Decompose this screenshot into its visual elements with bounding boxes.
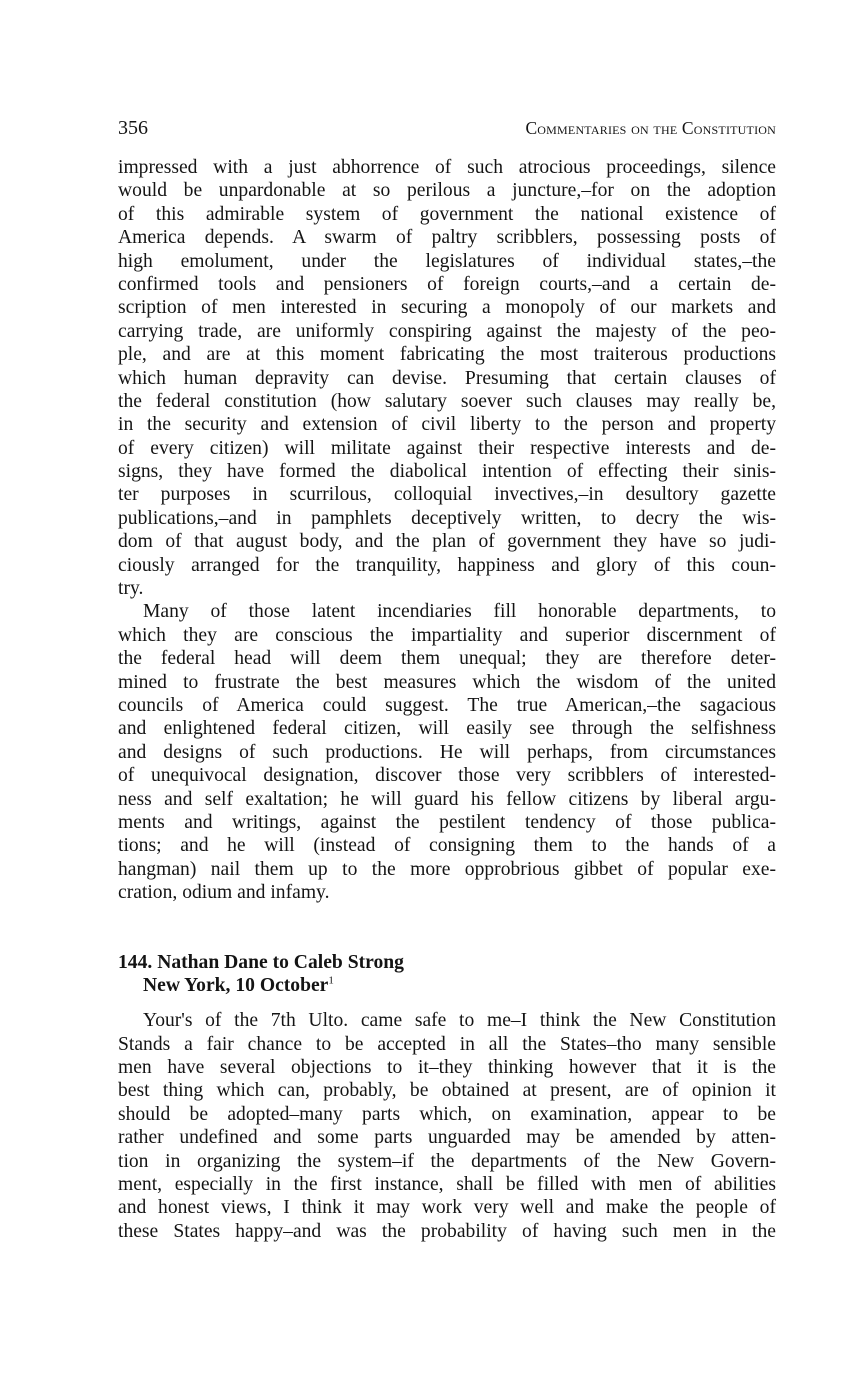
text-line: Many of those latent incendiaries fill honorable departments, to <box>143 601 776 623</box>
paragraph-1 <box>118 156 776 600</box>
text-line: ple, and are at this moment fabricating the most traiterous productions <box>118 344 776 366</box>
text-line: tions; and he will (instead of consigning them to the hands of a <box>118 835 776 857</box>
text-line: would be unpardonable at so perilous a juncture,–for on the adoption <box>118 180 776 202</box>
text-line: signs, they have formed the diabolical intention of effecting their sinis- <box>118 461 776 483</box>
text-line: these States happy–and was the probability of having such men in the <box>118 1220 776 1242</box>
paragraph-3 <box>118 1009 776 1243</box>
section-gap <box>118 905 776 951</box>
heading-gap <box>118 997 776 1009</box>
text-line: publications,–and in pamphlets deceptively written, to decry the wis- <box>118 507 776 529</box>
text-line: which they are conscious the impartiality and superior discernment of <box>118 624 776 646</box>
text-line: men have several objections to it–they thinking however that it is the <box>118 1057 776 1079</box>
text-line: which human depravity can devise. Presuming that certain clauses of <box>118 367 776 389</box>
text-line: impressed with a just abhorrence of such atrocious proceedings, silence <box>118 157 776 178</box>
text-line: Stands a fair chance to be accepted in all the States–tho many sensible <box>118 1033 776 1055</box>
text-line: ment, especially in the first instance, shall be filled with men of abilities <box>118 1174 776 1196</box>
footnote-marker: 1 <box>328 974 334 987</box>
text-line: and designs of such productions. He will perhaps, from circumstances <box>118 741 776 763</box>
text-line: in the security and extension of civil liberty to the person and property <box>118 414 776 436</box>
page-number: 356 <box>118 117 148 139</box>
text-line: confirmed tools and pensioners of foreign courts,–and a certain de- <box>118 273 776 295</box>
text-line: the federal head will deem them unequal; they are therefore deter- <box>118 648 776 670</box>
document-title: 144. Nathan Dane to Caleb Strong <box>118 951 404 973</box>
document-heading <box>118 951 776 998</box>
page-header <box>118 113 776 143</box>
text-line: tion in organizing the system–if the departments of the New Govern- <box>118 1150 776 1172</box>
text-line: hangman) nail them up to the more opprobrious gibbet of popular exe- <box>118 858 776 880</box>
text-line: ness and self exaltation; he will guard his fellow citizens by liberal argu- <box>118 788 776 810</box>
text-line: of this admirable system of government the national existence of <box>118 203 776 225</box>
text-line: ter purposes in scurrilous, colloquial invectives,–in desultory gazette <box>118 484 776 506</box>
text-line: high emolument, under the legislatures of individual states,–the <box>118 250 776 272</box>
text-line: and enlightened federal citizen, will easily see through the selfishness <box>118 718 776 740</box>
text-line: of every citizen) will militate against their respective interests and de- <box>118 437 776 459</box>
text-line: Your's of the 7th Ulto. came safe to me–I think the New Constitution <box>143 1010 776 1032</box>
text-line: carrying trade, are uniformly conspiring against the majesty of the peo- <box>118 320 776 342</box>
place-date-text: New York, 10 October <box>143 974 329 996</box>
text-line: the federal constitution (how salutary soever such clauses may really be, <box>118 390 776 412</box>
text-line: dom of that august body, and the plan of government they have so judi- <box>118 531 776 553</box>
running-head: Commentaries on the Constitution <box>525 118 776 138</box>
text-line: best thing which can, probably, be obtained at present, are of opinion it <box>118 1080 776 1102</box>
document-place-date <box>118 974 776 997</box>
text-line: ciously arranged for the tranquility, happiness and glory of this coun- <box>118 554 776 576</box>
text-line: councils of America could suggest. The true American,–the sagacious <box>118 694 776 716</box>
text-line: scription of men interested in securing a monopoly of our markets and <box>118 297 776 319</box>
paragraph-2 <box>118 600 776 904</box>
text-line: try. <box>118 578 144 600</box>
text-line: and honest views, I think it may work very well and make the people of <box>118 1197 776 1219</box>
text-line: of unequivocal designation, discover those very scribblers of interested- <box>118 765 776 787</box>
text-line: America depends. A swarm of paltry scribblers, possessing posts of <box>118 227 776 249</box>
text-line: should be adopted–many parts which, on examination, appear to be <box>118 1103 776 1125</box>
text-line: mined to frustrate the best measures which the wisdom of the united <box>118 671 776 693</box>
text-line: rather undefined and some parts unguarded may be amended by atten- <box>118 1127 776 1149</box>
text-line: ments and writings, against the pestilent tendency of those publica- <box>118 811 776 833</box>
text-line: cration, odium and infamy. <box>118 882 330 904</box>
page-body <box>118 156 776 1243</box>
